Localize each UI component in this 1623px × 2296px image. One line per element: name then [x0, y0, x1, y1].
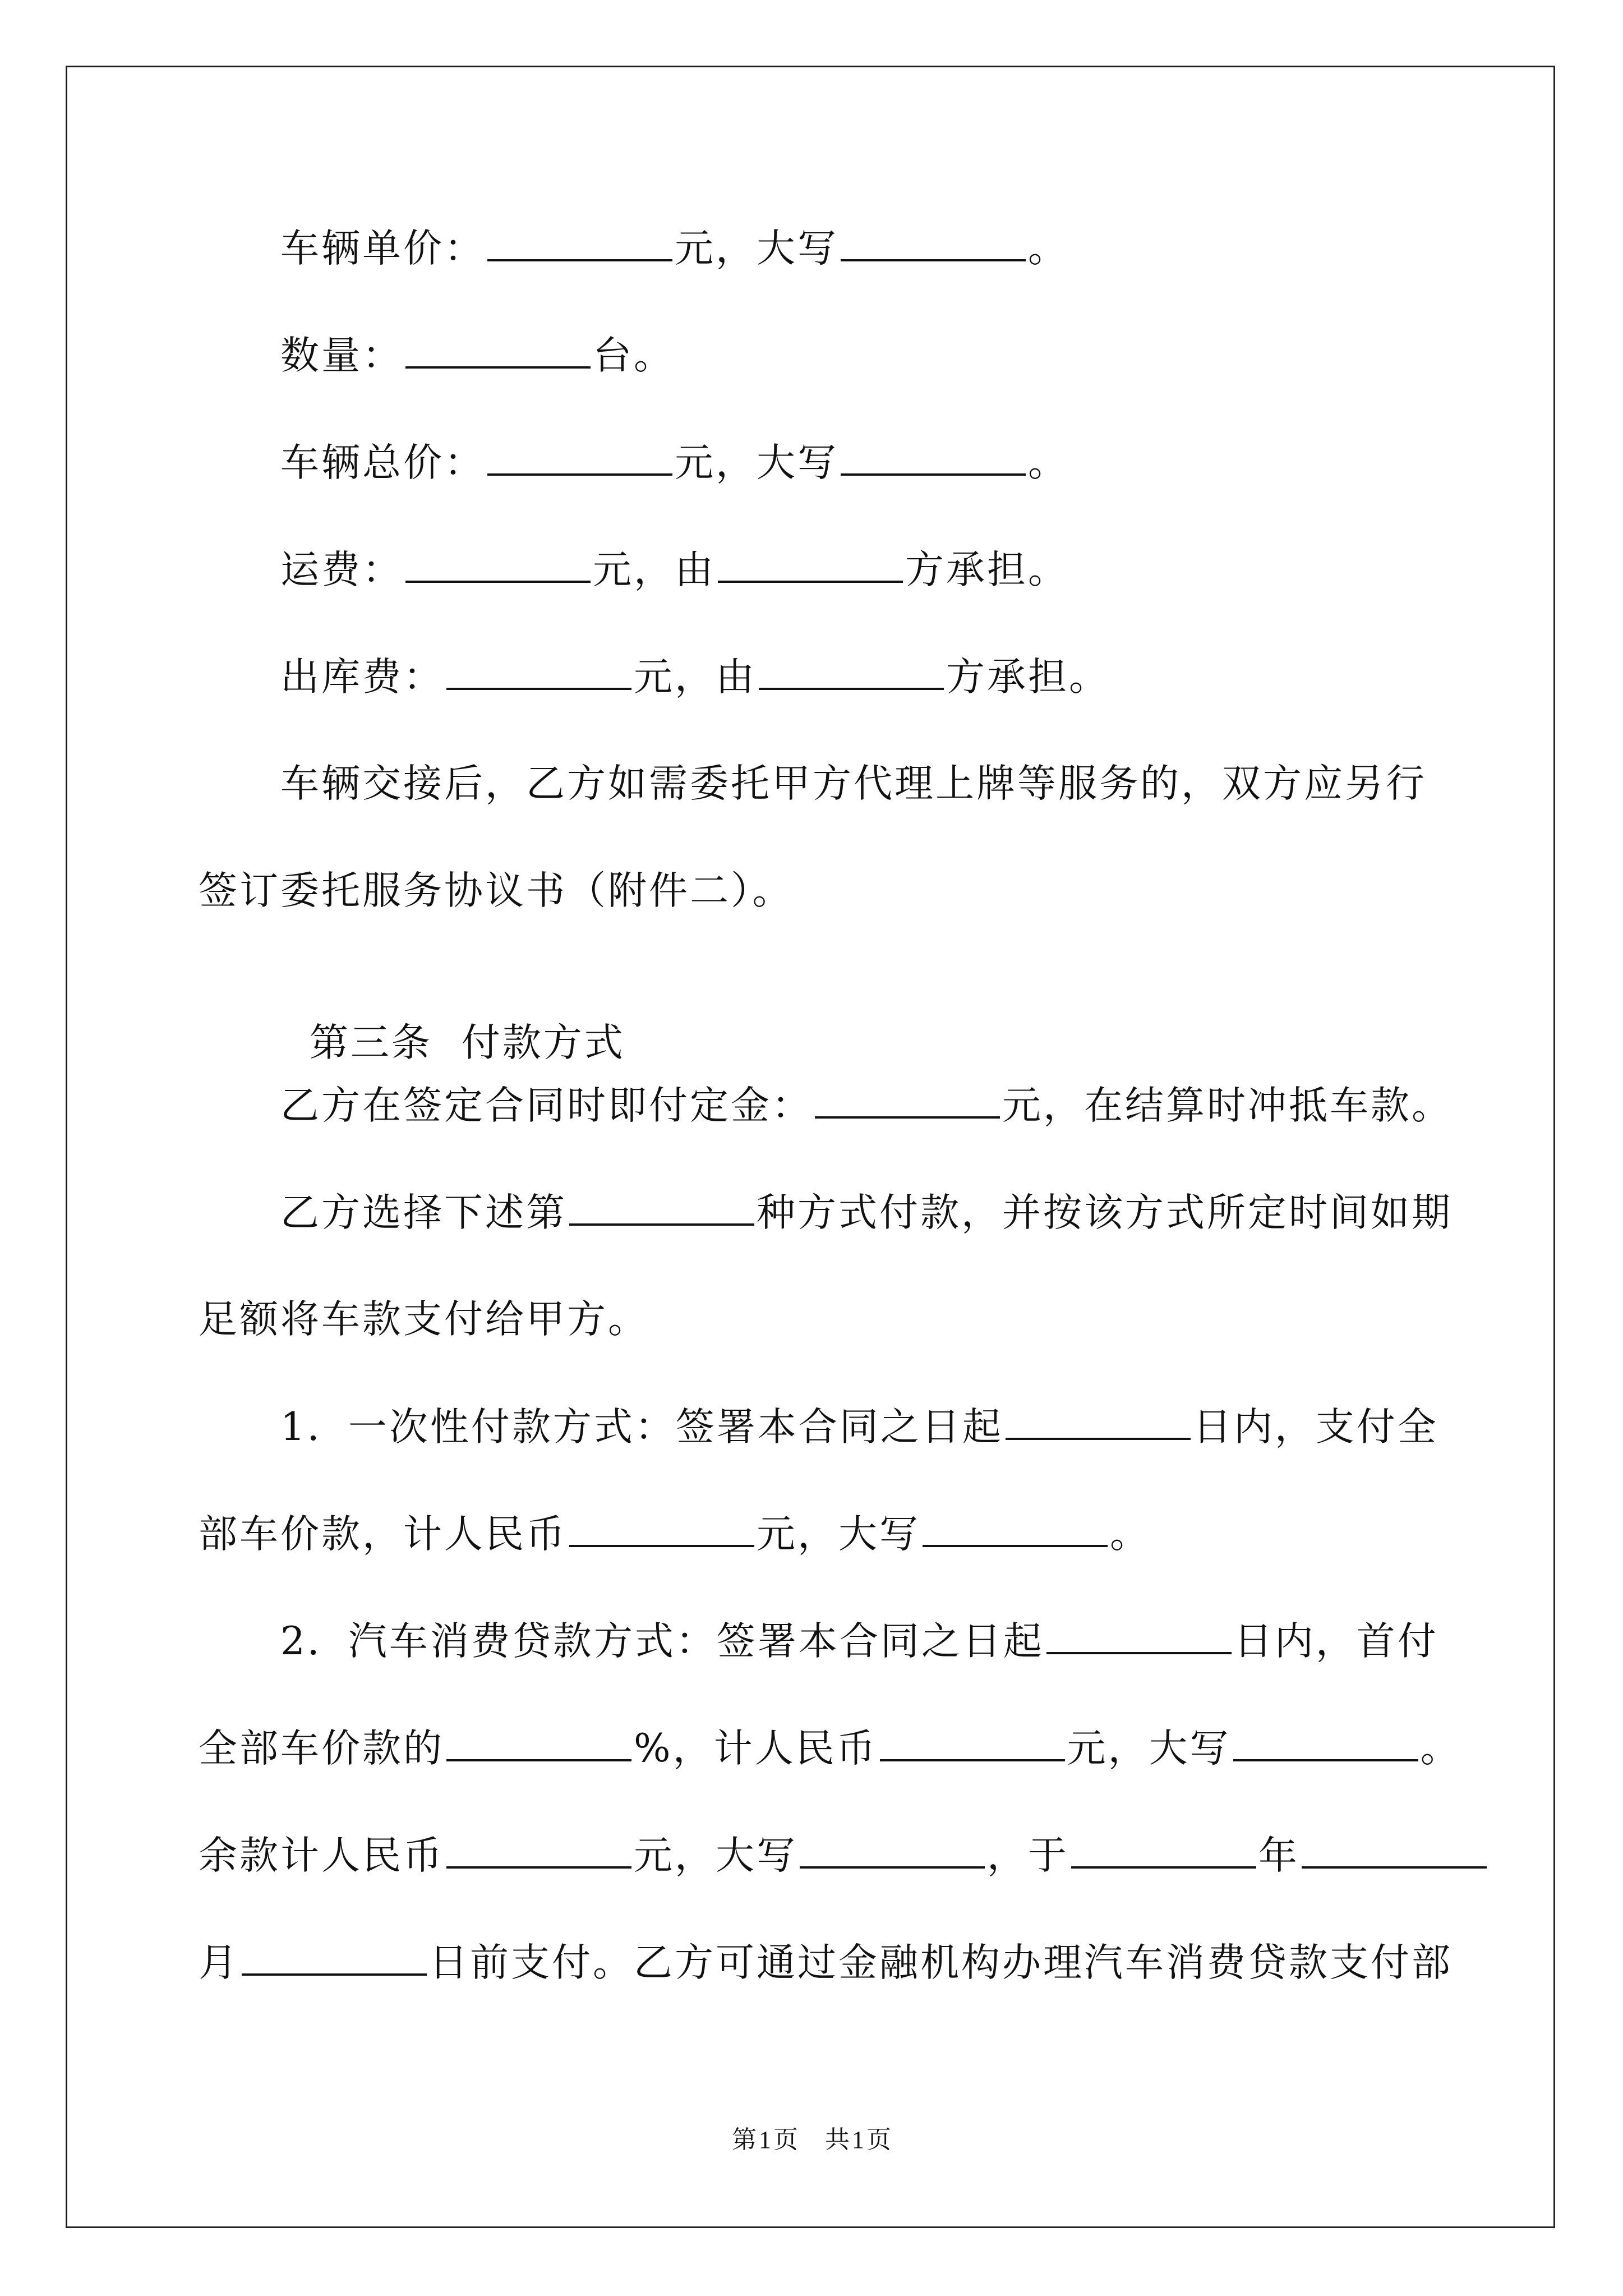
text: 日内，首付 — [1233, 1619, 1438, 1664]
down-payment-percent-blank[interactable] — [446, 1726, 631, 1761]
line-deposit — [280, 1083, 1453, 1128]
text: 方承担。 — [905, 547, 1069, 592]
text: 。 — [1110, 1512, 1151, 1557]
quantity-blank[interactable] — [405, 333, 591, 369]
balance-month-blank[interactable] — [1302, 1833, 1487, 1869]
text: 1．一次性付款方式：签署本合同之日起 — [280, 1405, 1003, 1450]
loan-days-blank[interactable] — [1046, 1618, 1232, 1654]
text: 种方式付款，并按该方式所定时间如期 — [757, 1190, 1453, 1235]
text: 余款计人民币 — [199, 1833, 444, 1878]
down-payment-words-blank[interactable] — [1233, 1726, 1418, 1761]
text: %，计人民币 — [634, 1726, 878, 1771]
text: 元，大写 — [634, 1833, 797, 1878]
line-quantity — [280, 333, 675, 378]
line-freight — [280, 547, 1069, 592]
freight-party-blank[interactable] — [718, 547, 903, 583]
page-label-prefix: 第 — [732, 2126, 757, 2154]
text: 日前支付。乙方可通过金融机构办理汽车消费贷款支付部 — [429, 1940, 1453, 1985]
outbound-fee-blank[interactable] — [446, 654, 631, 690]
text: 方承担。 — [946, 655, 1110, 700]
text: 第三条 付款方式 — [309, 1020, 625, 1065]
text: 。 — [1028, 440, 1069, 485]
balance-words-blank[interactable] — [800, 1833, 985, 1869]
article-three-heading — [280, 976, 625, 1065]
text: 台。 — [593, 333, 675, 378]
line-total-price — [280, 440, 1069, 485]
text: 乙方在签定合同时即付定金： — [280, 1083, 813, 1128]
line-loan-down-payment — [199, 1726, 1461, 1771]
balance-year-blank[interactable] — [1071, 1833, 1256, 1869]
payment-method-blank[interactable] — [569, 1190, 754, 1226]
unit-price-words-blank[interactable] — [841, 226, 1026, 261]
total-label-suffix: 页 — [866, 2126, 891, 2154]
text: 全部车价款的 — [199, 1726, 444, 1771]
page-footer — [0, 2119, 1623, 2155]
line-unit-price — [280, 226, 1069, 271]
outbound-fee-party-blank[interactable] — [759, 654, 944, 690]
text: 年 — [1258, 1833, 1299, 1878]
text: 。 — [1420, 1726, 1461, 1771]
text: 车辆交接后，乙方如需委托甲方代理上牌等服务的，双方应另行 — [280, 761, 1427, 806]
text: 月 — [199, 1940, 239, 1985]
line-loan-balance — [199, 1833, 1489, 1878]
text: ，于 — [987, 1833, 1069, 1878]
text: 元，大写 — [675, 226, 838, 271]
text: 。 — [1028, 226, 1069, 271]
page-label-suffix: 页 — [773, 2126, 798, 2154]
page-border — [66, 66, 1555, 2228]
text: 元，大写 — [1067, 1726, 1231, 1771]
outbound-fee-label: 出库费： — [280, 655, 444, 700]
text: 足额将车款支付给甲方。 — [199, 1297, 649, 1342]
quantity-label: 数量： — [280, 333, 403, 378]
unit-price-blank[interactable] — [487, 226, 672, 261]
lump-sum-days-blank[interactable] — [1006, 1404, 1191, 1440]
text: 日内，支付全 — [1192, 1405, 1438, 1450]
total-label-prefix: 共 — [825, 2126, 850, 2154]
line-payment-choice-cont — [199, 1297, 649, 1342]
line-payment-choice — [280, 1190, 1453, 1235]
text: 元，由 — [634, 655, 757, 700]
line-lump-sum — [280, 1404, 1438, 1450]
line-loan — [280, 1618, 1438, 1664]
page-number: 1 — [759, 2126, 771, 2154]
line-handover — [280, 761, 1427, 806]
total-pages: 1 — [852, 2126, 864, 2154]
total-price-label: 车辆总价： — [280, 440, 485, 485]
balance-amount-blank[interactable] — [446, 1833, 631, 1869]
text: 元，大写 — [675, 440, 838, 485]
line-outbound-fee — [280, 654, 1110, 700]
line-loan-date — [199, 1940, 1453, 1985]
lump-sum-amount-blank[interactable] — [569, 1511, 754, 1547]
text: 元，在结算时冲抵车款。 — [1002, 1083, 1453, 1128]
text: 部车价款，计人民币 — [199, 1512, 567, 1557]
text: 乙方选择下述第 — [280, 1190, 567, 1235]
line-handover-cont — [199, 868, 794, 913]
unit-price-label: 车辆单价： — [280, 226, 485, 271]
balance-day-blank[interactable] — [242, 1940, 427, 1976]
lump-sum-words-blank[interactable] — [923, 1511, 1108, 1547]
text: 2．汽车消费贷款方式：签署本合同之日起 — [280, 1619, 1044, 1664]
freight-label: 运费： — [280, 547, 403, 592]
deposit-blank[interactable] — [815, 1083, 1000, 1119]
text: 签订委托服务协议书（附件二）。 — [199, 868, 794, 913]
text: 元，由 — [593, 547, 716, 592]
total-price-words-blank[interactable] — [841, 440, 1026, 476]
down-payment-amount-blank[interactable] — [880, 1726, 1065, 1761]
line-lump-sum-cont — [199, 1511, 1151, 1557]
total-price-blank[interactable] — [487, 440, 672, 476]
text: 元，大写 — [757, 1512, 920, 1557]
freight-blank[interactable] — [405, 547, 591, 583]
